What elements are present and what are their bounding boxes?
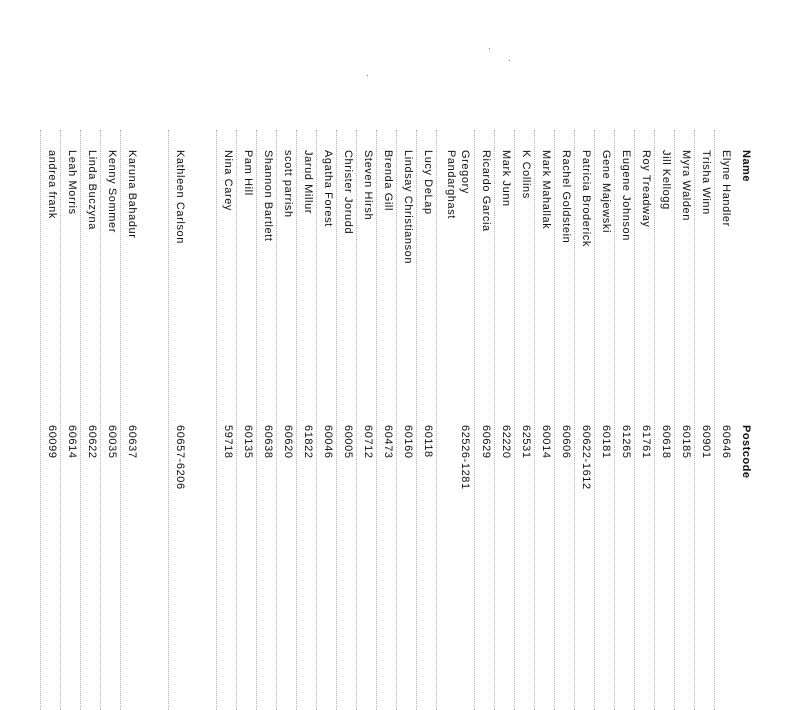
row-dotted-rule xyxy=(416,130,417,710)
name-cell: Myra Walden xyxy=(680,150,692,221)
table-body xyxy=(38,150,732,600)
table-row xyxy=(78,150,98,600)
row-dotted-rule xyxy=(694,130,695,710)
row-dotted-rule xyxy=(494,130,495,710)
name-cell: Kathleen Carlson xyxy=(174,150,186,244)
row-dotted-rule xyxy=(514,130,515,710)
name-cell: Trisha Winn xyxy=(700,150,712,215)
name-cell: Brenda Gill xyxy=(382,150,394,212)
row-dotted-rule xyxy=(256,130,257,710)
row-dotted-rule xyxy=(216,130,217,710)
row-dotted-rule xyxy=(236,130,237,710)
name-cell: Steven Hirsh xyxy=(362,150,374,221)
row-dotted-rule xyxy=(120,130,121,710)
row-dotted-rule xyxy=(594,130,595,710)
table-row xyxy=(532,150,552,600)
name-cell: Nina Carey xyxy=(222,150,234,212)
postcode-cell: 62220 xyxy=(500,425,512,459)
table-row xyxy=(314,150,334,600)
table-row xyxy=(592,150,612,600)
postcode-cell: 60629 xyxy=(480,425,492,459)
table-row xyxy=(274,150,294,600)
name-cell: Shannon Bartlett xyxy=(262,150,274,242)
table-row xyxy=(414,150,434,600)
table-row xyxy=(334,150,354,600)
name-cell: Jill Kellogg xyxy=(660,150,672,210)
table-row xyxy=(58,150,78,600)
postcode-cell: 60614 xyxy=(66,425,78,459)
postcode-cell: 62531 xyxy=(520,425,532,459)
postcode-cell: 61265 xyxy=(620,425,632,459)
postcode-cell: 60473 xyxy=(382,425,394,459)
row-dotted-rule xyxy=(714,130,715,710)
table-row xyxy=(234,150,254,600)
row-dotted-rule xyxy=(396,130,397,710)
postcode-cell: 60181 xyxy=(600,425,612,459)
table-row xyxy=(354,150,374,600)
table-row xyxy=(294,150,314,600)
row-dotted-rule xyxy=(436,130,437,710)
postcode-column-header: Postcode xyxy=(740,425,752,479)
table-row xyxy=(394,150,414,600)
row-dotted-rule xyxy=(276,130,277,710)
name-cell: Linda Buczyna xyxy=(86,150,98,230)
table-row xyxy=(612,150,632,600)
row-dotted-rule xyxy=(574,130,575,710)
name-cell: Jarud Millur xyxy=(302,150,314,215)
table-row xyxy=(632,150,652,600)
table-row xyxy=(434,150,472,600)
name-column-header: Name xyxy=(740,150,752,182)
name-cell: Lindsay Christianson xyxy=(402,150,414,265)
postcode-cell: 60046 xyxy=(322,425,334,459)
row-dotted-rule xyxy=(634,130,635,710)
scan-speck xyxy=(367,75,368,76)
name-cell: Roy Treadway xyxy=(640,150,652,228)
postcode-cell: 61761 xyxy=(640,425,652,459)
postcode-cell: 60657-6206 xyxy=(174,425,186,490)
name-cell: Kenny Sommer xyxy=(106,150,118,234)
table-header-row xyxy=(732,150,752,600)
contact-table xyxy=(38,150,752,600)
row-dotted-rule xyxy=(40,130,41,710)
table-row xyxy=(166,150,186,600)
row-dotted-rule xyxy=(168,130,169,710)
postcode-cell: 60606 xyxy=(560,425,572,459)
postcode-cell: 60638 xyxy=(262,425,274,459)
postcode-cell: 60646 xyxy=(720,425,732,459)
table-row xyxy=(118,150,138,600)
table-row xyxy=(472,150,492,600)
name-cell: Karuna Bahadur xyxy=(126,150,138,239)
postcode-cell: 60099 xyxy=(46,425,58,459)
table-row xyxy=(552,150,572,600)
postcode-cell: 61822 xyxy=(302,425,314,459)
table-row xyxy=(38,150,58,600)
postcode-cell: 60712 xyxy=(362,425,374,459)
row-dotted-rule xyxy=(474,130,475,710)
row-dotted-rule xyxy=(60,130,61,710)
name-cell: Eugene Johnson xyxy=(620,150,632,241)
row-dotted-rule xyxy=(336,130,337,710)
postcode-cell: 60014 xyxy=(540,425,552,459)
table-row xyxy=(254,150,274,600)
name-cell: Elyne Handler xyxy=(720,150,732,227)
name-cell: K Collins xyxy=(520,150,532,199)
row-dotted-rule xyxy=(614,130,615,710)
name-cell: Christer Jorudd xyxy=(342,150,354,235)
name-cell: Agatha Forest xyxy=(322,150,334,227)
name-cell: Mark Mahallak xyxy=(540,150,552,230)
postcode-cell: 60118 xyxy=(422,425,434,458)
postcode-cell: 60637 xyxy=(126,425,138,459)
table-row xyxy=(214,150,234,600)
postcode-cell: 60622 xyxy=(86,425,98,459)
row-dotted-rule xyxy=(534,130,535,710)
row-dotted-rule xyxy=(376,130,377,710)
name-cell: Lucy DeLap xyxy=(422,150,434,215)
postcode-cell: 60620 xyxy=(282,425,294,459)
name-cell: scott parrish xyxy=(282,150,294,218)
name-cell: Leah Morris xyxy=(66,150,78,215)
table-row xyxy=(98,150,118,600)
postcode-cell: 60005 xyxy=(342,425,354,459)
table-row xyxy=(652,150,672,600)
row-dotted-rule xyxy=(654,130,655,710)
scan-speck xyxy=(509,60,510,61)
name-cell: Gregory Pandarghast xyxy=(445,150,471,219)
postcode-cell: 60185 xyxy=(680,425,692,459)
postcode-cell: 59718 xyxy=(222,425,234,459)
name-cell: andrea frank xyxy=(46,150,58,219)
postcode-cell: 62526-1281 xyxy=(459,425,471,490)
scan-speck xyxy=(489,48,490,49)
row-dotted-rule xyxy=(80,130,81,710)
table-row xyxy=(512,150,532,600)
postcode-cell: 60035 xyxy=(106,425,118,459)
table-row xyxy=(672,150,692,600)
name-cell: Mark Junn xyxy=(500,150,512,207)
table-row xyxy=(692,150,712,600)
table-row xyxy=(572,150,592,600)
name-cell: Ricardo Garcia xyxy=(480,150,492,232)
row-dotted-rule xyxy=(100,130,101,710)
table-row xyxy=(492,150,512,600)
postcode-cell: 60622-1612 xyxy=(580,425,592,490)
name-cell: Rachel Goldstein xyxy=(560,150,572,244)
name-cell: Gene Majewski xyxy=(600,150,612,233)
row-dotted-rule xyxy=(296,130,297,710)
postcode-cell: 60618 xyxy=(660,425,672,459)
name-cell: Patricia Broderick xyxy=(580,150,592,247)
name-cell: Pam Hill xyxy=(242,150,254,196)
row-dotted-rule xyxy=(554,130,555,710)
table-row xyxy=(374,150,394,600)
postcode-cell: 60135 xyxy=(242,425,254,459)
row-dotted-rule xyxy=(316,130,317,710)
table-row xyxy=(712,150,732,600)
postcode-cell: 60160 xyxy=(402,425,414,459)
row-dotted-rule xyxy=(674,130,675,710)
postcode-cell: 60901 xyxy=(700,425,712,459)
row-dotted-rule xyxy=(356,130,357,710)
